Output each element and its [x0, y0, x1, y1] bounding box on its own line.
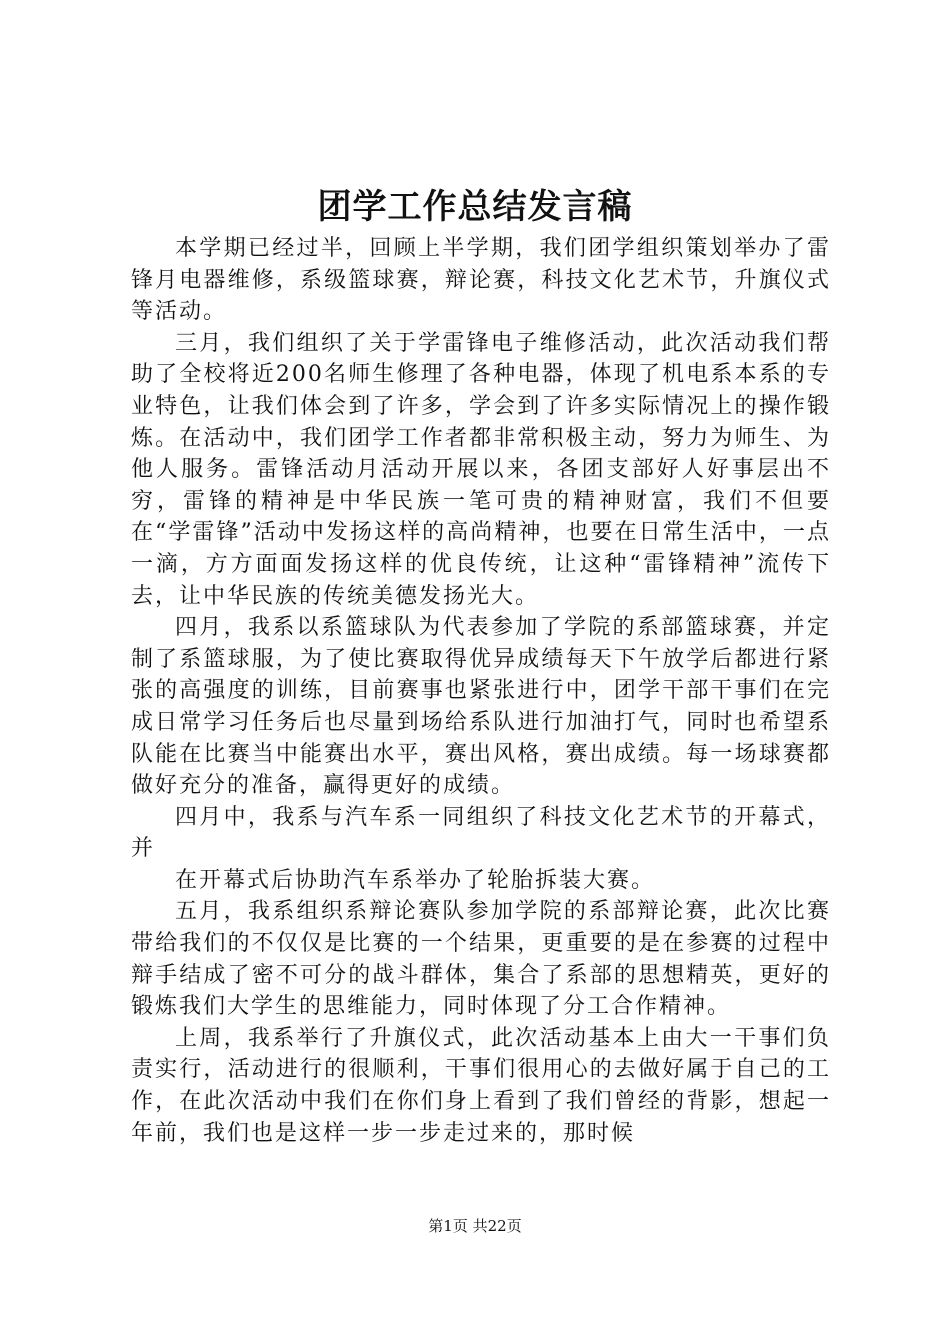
paragraph: 上周，我系举行了升旗仪式，此次活动基本上由大一干事们负责实行，活动进行的很顺利，干事们很用心的去做好属于自己的工作，在此次活动中我们在你们身上看到了我们曾经的背影，想起一年前，我们也是这样一步一步走过来的，那时候: [131, 1025, 831, 1146]
paragraph: 本学期已经过半，回顾上半学期，我们团学组织策划举办了雷锋月电器维修，系级篮球赛，辩论赛，科技文化艺术节，升旗仪式等活动。: [131, 236, 831, 325]
paragraph: 五月，我系组织系辩论赛队参加学院的系部辩论赛，此次比赛带给我们的不仅仅是比赛的一个结果，更重要的是在参赛的过程中辩手结成了密不可分的战斗群体，集合了系部的思想精英，更好的锻炼我们大学生的思维能力，同时体现了分工合作精神。: [131, 899, 831, 1020]
page-footer: 第1页 共22页: [428, 1217, 522, 1235]
paragraph: 三月，我们组织了关于学雷锋电子维修活动，此次活动我们帮助了全校将近200名师生修理了各种电器，体现了机电系本系的专业特色，让我们体会到了许多，学会到了许多实际情况上的操作锻炼。在活动中，我们团学工作者都非常积极主动，努力为师生、为他人服务。雷锋活动月活动开展以来，各团支部好人好事层出不穷，雷锋的精神是中华民族一笔可贵的精神财富，我们不但要在“学雷锋”活动中发扬这样的高尚精神，也要在日常生活中，一点一滴，方方面面发扬这样的优良传统，让这种“雷锋精神”流传下去，让中华民族的传统美德发扬光大。: [131, 330, 831, 609]
paragraph: 四月，我系以系篮球队为代表参加了学院的系部篮球赛，并定制了系篮球服，为了使比赛取得优异成绩每天下午放学后都进行紧张的高强度的训练，目前赛事也紧张进行中，团学干部干事们在完成日常学习任务后也尽量到场给系队进行加油打气，同时也希望系队能在比赛当中能赛出水平，赛出风格，赛出成绩。每一场球赛都做好充分的准备，赢得更好的成绩。: [131, 615, 831, 799]
paragraph: 在开幕式后协助汽车系举办了轮胎拆装大赛。: [175, 867, 656, 893]
paragraph: 四月中，我系与汽车系一同组织了科技文化艺术节的开幕式，并: [131, 804, 831, 862]
document-title: 团学工作总结发言稿: [317, 187, 633, 227]
document-body: [131, 233, 831, 1149]
